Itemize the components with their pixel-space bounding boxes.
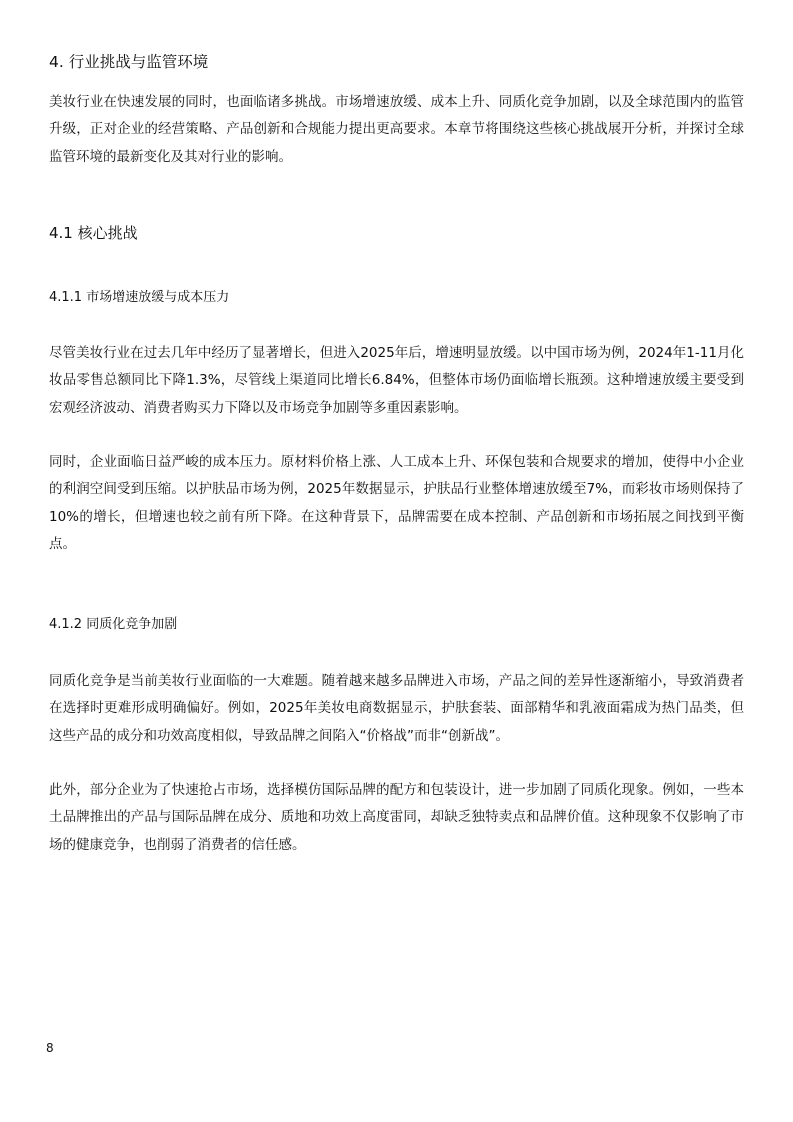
section-heading: 4. 行业挑战与监管环境 bbox=[49, 53, 209, 71]
subsection-heading: 4.1 核心挑战 bbox=[49, 224, 138, 242]
section-intro-paragraph: 美妆行业在快速发展的同时，也面临诸多挑战。市场增速放缓、成本上升、同质化竞争加剧，以及全球范围内的监管升级，正对企业的经营策略、产品创新和合规能力提出更高要求。本章节将围绕这些核心挑战展开分析，并探讨全球监管环境的最新变化及其对行业的影响。 bbox=[49, 94, 744, 165]
topic-heading-market-slowdown: 4.1.1 市场增速放缓与成本压力 bbox=[49, 290, 230, 305]
paragraph-market-slowdown: 尽管美妆行业在过去几年中经历了显著增长，但进入2025年后，增速明显放缓。以中国市场为例，2024年1-11月化妆品零售总额同比下降1.3%，尽管线上渠道同比增长6.84%，但整体市场仍面临增长瓶颈。这种增速放缓主要受到宏观经济波动、消费者购买力下降以及市场竞争加剧等多重因素影响。 bbox=[49, 345, 744, 416]
paragraph-homogenization: 同质化竞争是当前美妆行业面临的一大难题。随着越来越多品牌进入市场，产品之间的差异性逐渐缩小，导致消费者在选择时更难形成明确偏好。例如，2025年美妆电商数据显示，护肤套装、面部精华和乳液面霜成为热门品类，但这些产品的成分和功效高度相似，导致品牌之间陷入“价格战”而非“创新战”。 bbox=[49, 673, 744, 744]
paragraph-imitation: 此外，部分企业为了快速抢占市场，选择模仿国际品牌的配方和包装设计，进一步加剧了同质化现象。例如，一些本土品牌推出的产品与国际品牌在成分、质地和功效上高度雷同，却缺乏独特卖点和品牌价值。这种现象不仅影响了市场的健康竞争，也削弱了消费者的信任感。 bbox=[49, 782, 744, 853]
paragraph-cost-pressure: 同时，企业面临日益严峻的成本压力。原材料价格上涨、人工成本上升、环保包装和合规要求的增加，使得中小企业的利润空间受到压缩。以护肤品市场为例，2025年数据显示，护肤品行业整体增速放缓至7%，而彩妆市场则保持了10%的增长，但增速也较之前有所下降。在这种背景下，品牌需要在成本控制、产品创新和市场拓展之间找到平衡点。 bbox=[49, 454, 744, 552]
topic-heading-homogenization: 4.1.2 同质化竞争加剧 bbox=[49, 617, 178, 632]
page-number: 8 bbox=[46, 1041, 54, 1055]
